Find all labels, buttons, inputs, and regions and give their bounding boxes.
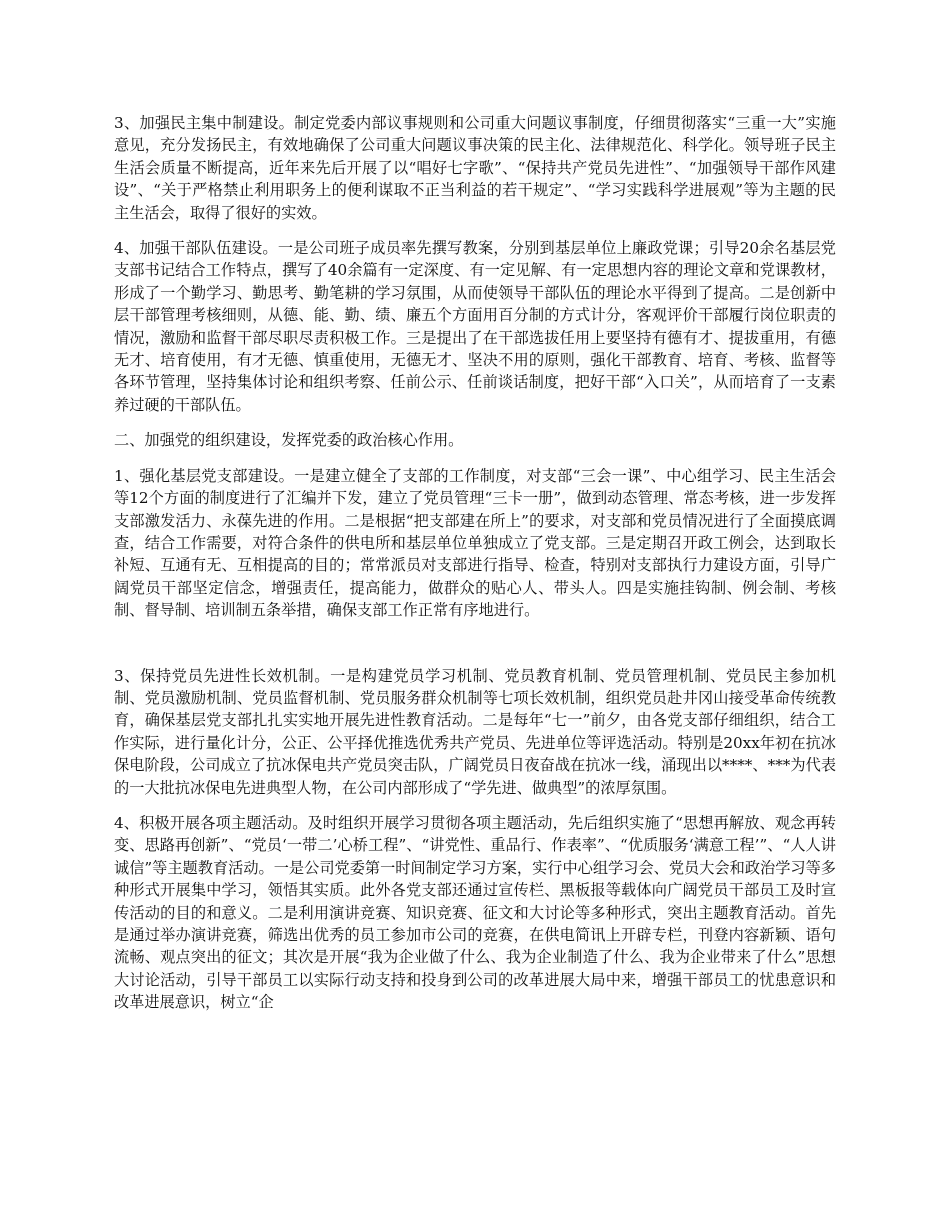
- paragraph-member-mechanism: 3、保持党员先进性长效机制。一是构建党员学习机制、党员教育机制、党员管理机制、党员民主参加机制、党员激励机制、党员监督机制、党员服务群众机制等七项长效机制，组织党员赴井冈山接受革命传统教育，确保基层党支部扎扎实实地开展先进性教育活动。二是每年“七一”前夕，由各党支部仔细组织，结合工作实际，进行量化计分，公正、公平择优推选优秀共产党员、先进单位等评选活动。特别是20xx年初在抗冰保电阶段，公司成立了抗冰保电共产党员突击队，广阔党员日夜奋战在抗冰一线，涌现出以****、***为代表的一大批抗冰保电先进典型人物，在公司内部形成了“学先进、做典型”的浓厚氛围。: [114, 666, 836, 797]
- paragraph-theme-activities: 4、积极开展各项主题活动。及时组织开展学习贯彻各项主题活动，先后组织实施了“思想再解放、观念再转变、思路再创新”、“党员‘一带二’心桥工程”、“讲党性、重品行、作表率”、“优质服务‘满意工程’”、“人人讲诚信”等主题教育活动。一是公司党委第一时间制定学习方案，实行中心组学习会、党员大会和政治学习等多种形式开展集中学习，领悟其实质。此外各党支部还通过宣传栏、黑板报等载体向广阔党员干部员工及时宣传活动的目的和意义。二是利用演讲竞赛、知识竞赛、征文和大讨论等多种形式，突出主题教育活动。首先是通过举办演讲竞赛，筛选出优秀的员工参加市公司的竞赛，在供电简讯上开辟专栏，刊登内容新颖、语句流畅、观点突出的征文；其次是开展“我为企业做了什么、我为企业制造了什么、我为企业带来了什么”思想大讨论活动，引导干部员工以实际行动支持和投身到公司的改革进展大局中来，增强干部员工的忧患意识和改革进展意识，树立“企: [114, 813, 836, 1012]
- section-heading-party-organization: 二、加强党的组织建设，发挥党委的政治核心作用。: [114, 431, 464, 450]
- paragraph-democratic-centralism: 3、加强民主集中制建设。制定党委内部议事规则和公司重大问题议事制度，仔细贯彻落实“三重一大”实施意见，充分发扬民主，有效地确保了公司重大问题议事决策的民主化、法律规范化、科学化。领导班子民主生活会质量不断提高，近年来先后开展了以“唱好七字歌”、“保持共产党员先进性”、“加强领导干部作风建设”、“关于严格禁止利用职务上的便利谋取不正当利益的若干规定”、“学习实践科学进展观”等为主题的民主生活会，取得了很好的实效。: [114, 114, 836, 222]
- paragraph-grassroots-branch: 1、强化基层党支部建设。一是建立健全了支部的工作制度，对支部“三会一课”、中心组学习、民主生活会等12个方面的制度进行了汇编并下发，建立了党员管理“三卡一册”，做到动态管理、常态考核，进一步发挥支部激发活力、永葆先进的作用。二是根据“把支部建在所上”的要求，对支部和党员情况进行了全面摸底调查，结合工作需要，对符合条件的供电所和基层单位单独成立了党支部。三是定期召开政工例会，达到取长补短、互通有无、互相提高的目的；常常派员对支部进行指导、检查，特别对支部执行力建设方面，引导广阔党员干部坚定信念，增强责任，提高能力，做群众的贴心人、带头人。四是实施挂钩制、例会制、考核制、督导制、培训制五条举措，确保支部工作正常有序地进行。: [114, 466, 836, 620]
- document-body: [114, 112, 836, 1027]
- paragraph-cadre-team: 4、加强干部队伍建设。一是公司班子成员率先撰写教案，分别到基层单位上廉政党课；引导20余名基层党支部书记结合工作特点，撰写了40余篇有一定深度、有一定见解、有一定思想内容的理论文章和党课教材，形成了一个勤学习、勤思考、勤笔耕的学习氛围，从而使领导干部队伍的理论水平得到了提高。二是创新中层干部管理考核细则，从德、能、勤、绩、廉五个方面用百分制的方式计分，客观评价干部履行岗位职责的情况，激励和监督干部尽职尽责积极工作。三是提出了在干部选拔任用上要坚持有德有才、提拔重用，有德无才、培育使用，有才无德、慎重使用，无德无才、坚决不用的原则，强化干部教育、培育、考核、监督等各环节管理，坚持集体讨论和组织考察、任前公示、任前谈话制度，把好干部“入口关”，从而培育了一支素养过硬的干部队伍。: [114, 239, 836, 414]
